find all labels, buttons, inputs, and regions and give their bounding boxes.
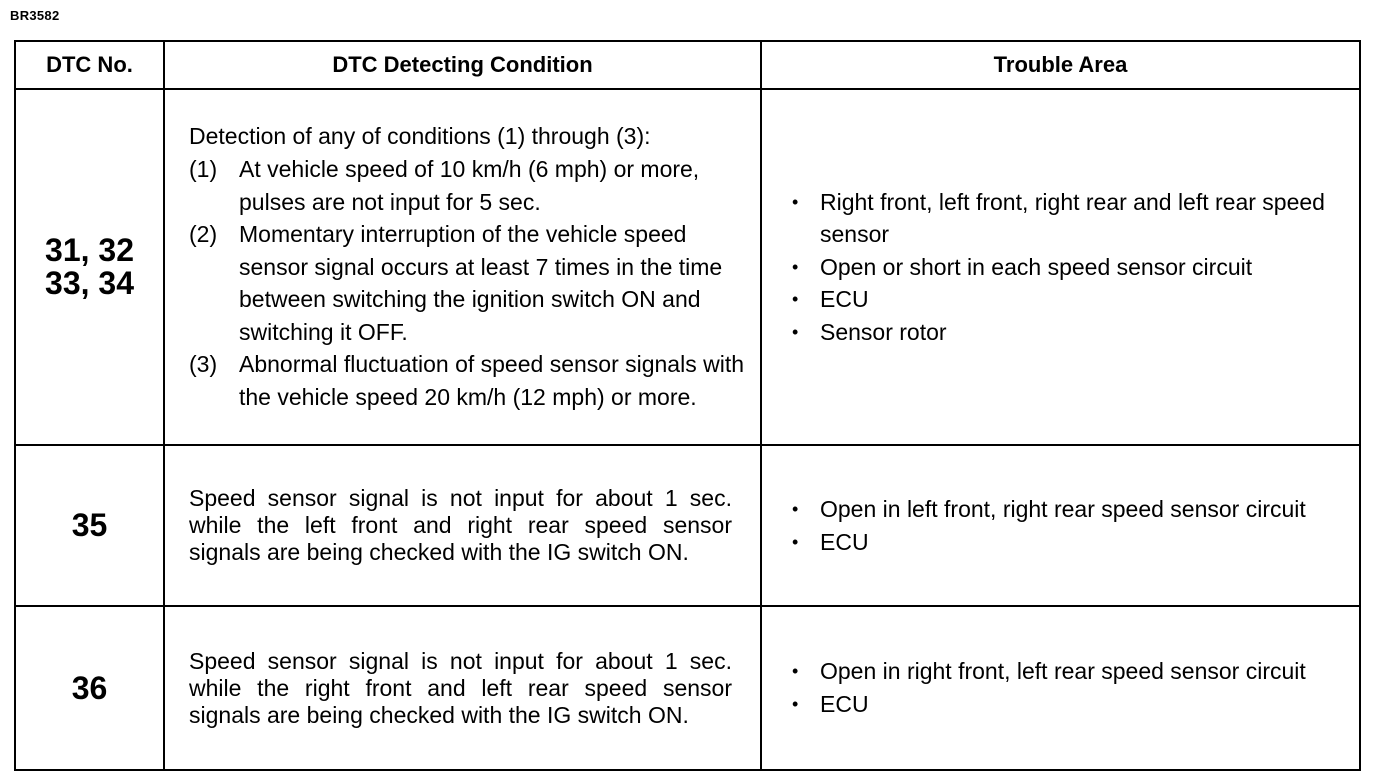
dtc-number-cell (15, 89, 164, 445)
header-row (15, 41, 1360, 89)
condition-text: Abnormal fluctuation of speed sensor signals with the vehicle speed 20 km/h (12 mph) or more. (239, 351, 745, 411)
trouble-area-text: Open in right front, left rear speed sensor circuit (820, 658, 1306, 685)
condition-number: (3) (189, 351, 218, 378)
dtc-number: 31, 32 (45, 232, 134, 268)
header-dtc-no: DTC No. (15, 41, 164, 89)
table-row (15, 89, 1360, 445)
bullet-icon: • (792, 498, 799, 519)
trouble-area-cell (761, 606, 1360, 770)
trouble-area-list (792, 655, 1339, 720)
trouble-area-text: Open or short in each speed sensor circuit (820, 253, 1253, 280)
trouble-area-item (792, 251, 1339, 284)
condition-text: At vehicle speed of 10 km/h (6 mph) or more, pulses are not input for 5 sec. (239, 155, 700, 215)
trouble-area-item (792, 316, 1339, 349)
trouble-area-item (792, 655, 1339, 688)
trouble-area-text: Sensor rotor (820, 318, 947, 345)
trouble-area-text: ECU (820, 286, 869, 313)
trouble-area-text: ECU (820, 528, 869, 555)
table-row (15, 606, 1360, 770)
bullet-icon: • (792, 289, 799, 310)
trouble-area-item (792, 283, 1339, 316)
condition-number: (2) (189, 221, 218, 248)
condition-number: (1) (189, 155, 218, 182)
dtc-number: 36 (71, 669, 108, 706)
condition-item (189, 153, 746, 218)
condition-item (189, 218, 746, 348)
bullet-icon: • (792, 531, 799, 552)
dtc-number-cell (15, 606, 164, 770)
trouble-area-text: Right front, left front, right rear and left rear speed sensor (820, 188, 1325, 248)
trouble-area-item (792, 526, 1339, 559)
condition-list (189, 153, 746, 414)
trouble-area-cell (761, 89, 1360, 445)
header-detecting-condition: DTC Detecting Condition (164, 41, 761, 89)
trouble-area-text: ECU (820, 691, 869, 717)
dtc-table (14, 40, 1361, 771)
trouble-area-list (792, 493, 1339, 558)
trouble-area-item (792, 186, 1339, 251)
reference-code: BR3582 (10, 8, 60, 23)
detecting-condition-cell: Speed sensor signal is not input for about 1 sec. while the right front and left rear speed sensor signals are being checked with the IG switch ON. (164, 606, 761, 770)
trouble-area-cell (761, 445, 1360, 606)
condition-text: Momentary interruption of the vehicle speed sensor signal occurs at least 7 times in the time between switching the ignition switch ON and switching it OFF. (239, 221, 723, 345)
bullet-icon: • (792, 321, 799, 342)
detecting-condition-cell (164, 89, 761, 445)
detecting-condition-cell: Speed sensor signal is not input for about 1 sec. while the left front and right rear speed sensor signals are being checked with the IG switch ON. (164, 445, 761, 606)
table-row (15, 445, 1360, 606)
trouble-area-text: Open in left front, right rear speed sensor circuit (820, 495, 1306, 522)
dtc-number-cell (15, 445, 164, 606)
trouble-area-item (792, 493, 1339, 526)
dtc-number: 33, 34 (45, 265, 134, 301)
bullet-icon: • (792, 694, 799, 714)
bullet-icon: • (792, 661, 799, 682)
condition-intro: Detection of any of conditions (1) through (3): (189, 123, 651, 150)
bullet-icon: • (792, 191, 799, 212)
dtc-number: 35 (71, 507, 108, 543)
bullet-icon: • (792, 256, 799, 277)
condition-item (189, 348, 746, 413)
trouble-area-list (792, 186, 1339, 349)
header-trouble-area: Trouble Area (761, 41, 1360, 89)
trouble-area-item (792, 688, 1339, 721)
